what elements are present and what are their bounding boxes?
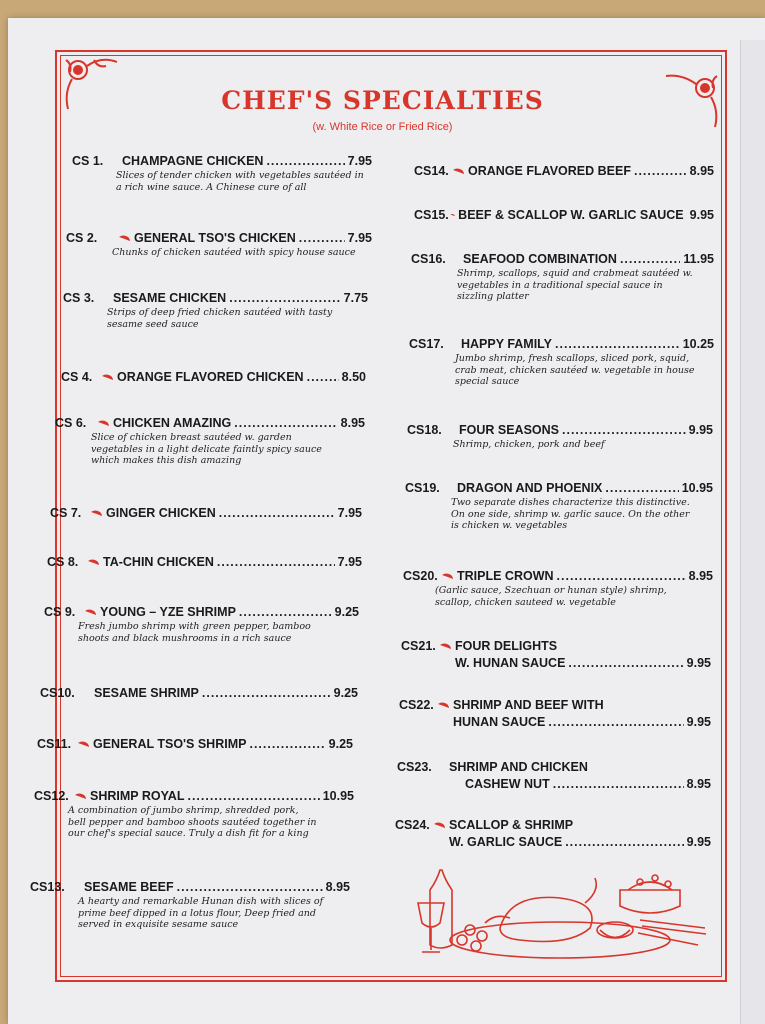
item-code: CS 2. (66, 231, 98, 245)
item-name: DRAGON AND PHOENIX (457, 481, 603, 495)
item-name: CHAMPAGNE CHICKEN (122, 154, 264, 168)
item-price: 9.95 (688, 423, 713, 437)
leader-dots (177, 880, 323, 894)
item-description: A hearty and remarkable Hunan dish with slices of prime beef dipped in a lotus flour, Deep fried and served in exquisite sesame sauce (78, 896, 324, 930)
item-description: Shrimp, scallops, squid and crabmeat sautéed w. vegetables in a traditional special sauce in sizzling platter (457, 268, 693, 302)
leader-dots (555, 337, 680, 351)
leader-dots (202, 686, 331, 700)
chili-pepper-icon (439, 642, 452, 650)
chili-pepper-icon (87, 558, 100, 566)
item-name: SHRIMP AND BEEF WITH (453, 698, 604, 712)
item-code: CS10. (40, 686, 75, 700)
chili-pepper-icon (118, 234, 131, 242)
item-price: 9.25 (328, 737, 353, 751)
item-code: CS 3. (63, 291, 95, 305)
item-code: CS 4. (61, 370, 93, 384)
item-price: 7.95 (337, 555, 362, 569)
item-price: 8.95 (340, 416, 365, 430)
chili-pepper-icon (77, 740, 90, 748)
item-price: 8.95 (689, 164, 714, 178)
item-description: A combination of jumbo shrimp, shredded pork, bell pepper and bamboo shoots sautéed together in our chef's special sauce. Truly a dish fit for a king (68, 805, 317, 839)
leader-dots (565, 835, 683, 849)
item-name: ORANGE FLAVORED BEEF (468, 164, 631, 178)
item-description: Shrimp, chicken, pork and beef (453, 439, 605, 450)
leader-dots (620, 252, 680, 266)
item-code: CS19. (405, 481, 440, 495)
leader-dots (266, 154, 344, 168)
item-code: CS 9. (44, 605, 76, 619)
leader-dots (605, 481, 678, 495)
item-name-continued: CASHEW NUT (465, 777, 550, 791)
chili-pepper-icon (450, 211, 455, 219)
leader-dots (299, 231, 345, 245)
item-code: CS11. (37, 737, 72, 751)
leader-dots (229, 291, 340, 305)
item-name: HAPPY FAMILY (461, 337, 552, 351)
chili-pepper-icon (90, 509, 103, 517)
item-price: 9.25 (334, 605, 359, 619)
item-code: CS 7. (50, 506, 82, 520)
item-name: YOUNG – YZE SHRIMP (100, 605, 236, 619)
item-price: 11.95 (683, 252, 714, 266)
item-price: 10.95 (681, 481, 713, 495)
item-description: Chunks of chicken sautéed with spicy house sauce (112, 247, 356, 258)
item-description: Slices of tender chicken with vegetables sautéed in a rich wine sauce. A Chinese cure of all (116, 170, 364, 193)
item-code: CS 1. (72, 154, 104, 168)
item-code: CS17. (409, 337, 444, 351)
item-price: 10.25 (682, 337, 714, 351)
leader-dots (553, 777, 684, 791)
next-page-edge (740, 40, 765, 1024)
item-price: 8.95 (686, 777, 711, 791)
item-name: CHICKEN AMAZING (113, 416, 232, 430)
leader-dots (307, 370, 339, 384)
item-name: FOUR SEASONS (459, 423, 560, 437)
item-price: 7.95 (347, 231, 372, 245)
item-description: Strips of deep fried chicken sautéed with tasty sesame seed sauce (107, 307, 333, 330)
leader-dots (634, 164, 687, 178)
chili-pepper-icon (74, 792, 87, 800)
item-code: CS 6. (55, 416, 87, 430)
leader-dots (568, 656, 683, 670)
item-description: Jumbo shrimp, fresh scallops, sliced pork, squid, crab meat, chicken sautéed w. vegetable in house special sauce (455, 353, 695, 387)
item-name: BEEF & SCALLOP W. GARLIC SAUCE (458, 208, 684, 222)
item-name: SESAME CHICKEN (113, 291, 227, 305)
item-code: CS24. (395, 818, 430, 832)
item-price: 7.95 (337, 506, 362, 520)
item-description: Two separate dishes characterize this distinctive. On one side, shrimp w. garlic sauce. On the other is chicken w. vegetables (451, 497, 690, 531)
item-code: CS12. (34, 789, 69, 803)
item-name-continued: HUNAN SAUCE (453, 715, 546, 729)
item-code: CS18. (407, 423, 442, 437)
chili-pepper-icon (441, 572, 454, 580)
leader-dots (217, 555, 335, 569)
item-name: GINGER CHICKEN (106, 506, 216, 520)
leader-dots (557, 569, 686, 583)
menu-subtitle: (w. White Rice or Fried Rice) (312, 121, 453, 133)
chili-pepper-icon (437, 701, 450, 709)
leader-dots (249, 737, 325, 751)
item-name: GENERAL TSO'S SHRIMP (93, 737, 247, 751)
chili-pepper-icon (97, 419, 110, 427)
item-name: SEAFOOD COMBINATION (463, 252, 617, 266)
banquet-illustration (410, 858, 710, 968)
item-code: CS23. (397, 760, 432, 774)
leader-dots (219, 506, 335, 520)
item-name: SHRIMP AND CHICKEN (449, 760, 588, 774)
item-price: 9.95 (686, 656, 711, 670)
item-code: CS14. (414, 164, 449, 178)
item-code: CS16. (411, 252, 446, 266)
item-code: CS20. (403, 569, 438, 583)
leader-dots (187, 789, 319, 803)
item-price: 9.95 (689, 208, 714, 222)
item-name: SCALLOP & SHRIMP (449, 818, 574, 832)
item-description: Slice of chicken breast sautéed w. garden vegetables in a light delicate faintly spicy sauce which makes this dish amazing (91, 432, 322, 466)
item-name: SESAME BEEF (84, 880, 174, 894)
leader-dots (562, 423, 686, 437)
item-code: CS13. (30, 880, 65, 894)
item-price: 8.95 (688, 569, 713, 583)
item-description: (Garlic sauce, Szechuan or hunan style) shrimp, scallop, chicken sauteed w. vegetable (435, 585, 667, 608)
leader-dots (548, 715, 683, 729)
item-name: FOUR DELIGHTS (455, 639, 558, 653)
item-price: 10.95 (322, 789, 354, 803)
item-code: CS21. (401, 639, 436, 653)
item-name-continued: W. GARLIC SAUCE (449, 835, 563, 849)
item-name-continued: W. HUNAN SAUCE (455, 656, 566, 670)
chili-pepper-icon (433, 821, 446, 829)
item-price: 9.95 (686, 835, 711, 849)
item-name: GENERAL TSO'S CHICKEN (134, 231, 296, 245)
item-price: 8.95 (325, 880, 350, 894)
item-name: SHRIMP ROYAL (90, 789, 185, 803)
item-price: 9.25 (333, 686, 358, 700)
item-code: CS15. (414, 208, 449, 222)
leader-dots (239, 605, 332, 619)
item-name: SESAME SHRIMP (94, 686, 199, 700)
item-price: 7.95 (347, 154, 372, 168)
item-code: CS 8. (47, 555, 79, 569)
item-code: CS22. (399, 698, 434, 712)
chili-pepper-icon (84, 608, 97, 616)
chili-pepper-icon (452, 167, 465, 175)
item-name: ORANGE FLAVORED CHICKEN (117, 370, 304, 384)
item-description: Fresh jumbo shrimp with green pepper, bamboo shoots and black mushrooms in a rich sauce (78, 621, 311, 644)
item-name: TRIPLE CROWN (457, 569, 554, 583)
chili-pepper-icon (101, 373, 114, 381)
item-name: TA-CHIN CHICKEN (103, 555, 214, 569)
menu-title: CHEF'S SPECIALTIES (221, 86, 544, 115)
item-price: 8.50 (341, 370, 366, 384)
item-price: 9.95 (686, 715, 711, 729)
item-price: 7.75 (343, 291, 368, 305)
leader-dots (234, 416, 337, 430)
